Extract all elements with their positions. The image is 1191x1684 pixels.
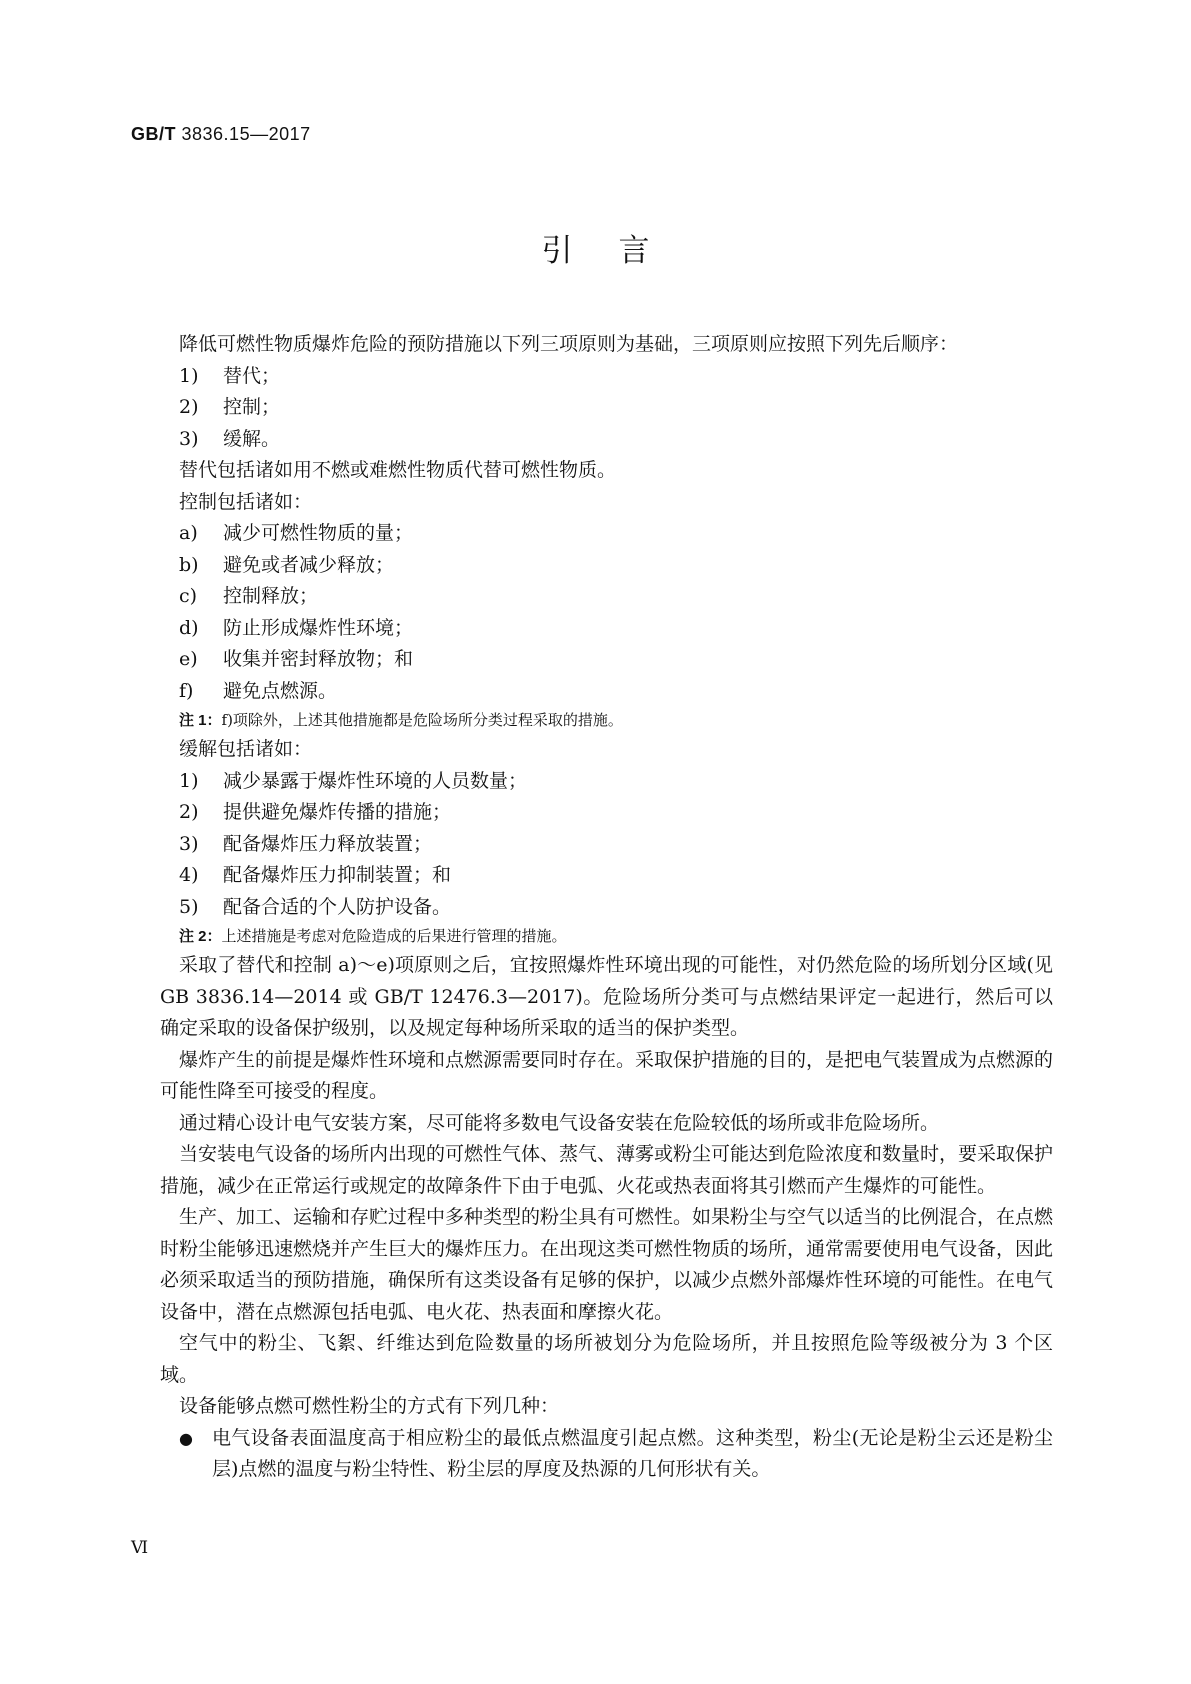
standard-code: GB/T [131, 124, 176, 144]
list-item [160, 766, 1053, 798]
list-item [160, 550, 1053, 582]
list-label: 1) [179, 769, 199, 792]
list-label: b) [179, 553, 199, 576]
standard-header [131, 124, 311, 145]
list-text: 减少暴露于爆炸性环境的人员数量； [223, 769, 528, 792]
list-text: 避免或者减少释放； [223, 553, 395, 576]
list-text: 配备爆炸压力抑制装置；和 [223, 864, 452, 886]
standard-number: 3836.15—2017 [181, 124, 311, 144]
list-label: d) [179, 616, 199, 639]
list-item [160, 581, 1053, 613]
body-paragraph: 当安装电气设备的场所内出现的可燃性气体、蒸气、薄雾或粉尘可能达到危险浓度和数量时，要采取保护措施，减少在正常运行或规定的故障条件下由于电弧、火花或热表面将其引燃而产生爆炸的可能性。 [160, 1143, 1054, 1197]
list-text: 防止形成爆炸性环境； [223, 616, 414, 639]
list-label: c) [179, 585, 198, 607]
body-paragraph: 设备能够点燃可燃性粉尘的方式有下列几种： [179, 1395, 560, 1417]
list-label: 3) [179, 832, 199, 855]
note-2 [160, 923, 1053, 950]
list-text: 配备爆炸压力释放装置； [223, 832, 433, 855]
note-label: 注 2： [179, 928, 222, 945]
list-item [160, 644, 1053, 676]
list-item [160, 613, 1053, 645]
list-item [160, 392, 1053, 424]
list-label: 1) [179, 364, 199, 387]
list-text: 缓解。 [223, 427, 281, 450]
list-item [160, 860, 1053, 892]
list-label: 2) [179, 396, 199, 418]
list-item [160, 829, 1053, 861]
bullet-dot-icon: ● [179, 1428, 193, 1448]
list-label: 3) [179, 427, 199, 450]
bullet-item [160, 1423, 1053, 1486]
note-text: 上述措施是考虑对危险造成的后果进行管理的措施。 [221, 927, 567, 945]
list-item [160, 797, 1053, 829]
note-text: f)项除外，上述其他措施都是危险场所分类过程采取的措施。 [221, 711, 623, 729]
body-paragraph: 通过精心设计电气安装方案，尽可能将多数电气设备安装在危险较低的场所或非危险场所。 [179, 1111, 940, 1134]
list-label: 5) [179, 895, 199, 918]
body-paragraph: 生产、加工、运输和存贮过程中多种类型的粉尘具有可燃性。如果粉尘与空气以适当的比例混合，在点燃时粉尘能够迅速燃烧并产生巨大的爆炸压力。在出现这类可燃性物质的场所，通常需要使用电气设备，因此必须采取适当的预防措施，确保所有这类设备有足够的保护，以减少点燃外部爆炸性环境的可能性。在电气设备中，潜在点燃源包括电弧、电火花、热表面和摩擦火花。 [160, 1206, 1054, 1323]
list-text: 避免点燃源。 [223, 679, 338, 702]
page-number: Ⅵ [131, 1538, 149, 1558]
list-text: 配备合适的个人防护设备。 [223, 895, 452, 918]
body-paragraph: 爆炸产生的前提是爆炸性环境和点燃源需要同时存在。采取保护措施的目的，是把电气装置成为点燃源的可能性降至可接受的程度。 [160, 1048, 1054, 1102]
list-label: 2) [179, 801, 199, 823]
note-label: 注 1： [179, 712, 222, 729]
body-paragraph: 采取了替代和控制 a)～e)项原则之后，宜按照爆炸性环境出现的可能性，对仍然危险的场所划分区域(见 GB 3836.14—2014 或 GB/T 12476.3—2017)。危险场所分类可与点燃结果评定一起进行，然后可以确定采取的设备保护级别，以及规定每种场所采取的适当的保护类型。 [160, 954, 1053, 1039]
note-1 [160, 707, 1053, 734]
list-text: 收集并密封释放物；和 [223, 648, 414, 670]
mitigation-intro: 缓解包括诸如： [179, 738, 313, 760]
list-label: a) [179, 522, 198, 544]
list-text: 替代； [223, 364, 281, 387]
document-body [160, 329, 1053, 1486]
list-label: f) [179, 679, 194, 702]
page-title: 引言 [541, 233, 696, 269]
control-intro: 控制包括诸如： [179, 490, 313, 513]
list-text: 减少可燃性物质的量； [223, 522, 414, 544]
list-text: 控制； [223, 396, 281, 418]
list-text: 提供避免爆炸传播的措施； [223, 801, 452, 823]
substitution-paragraph: 替代包括诸如用不燃或难燃性物质代替可燃性物质。 [179, 459, 617, 481]
bullet-text: 电气设备表面温度高于相应粉尘的最低点燃温度引起点燃。这种类型，粉尘(无论是粉尘云还是粉尘层)点燃的温度与粉尘特性、粉尘层的厚度及热源的几何形状有关。 [212, 1426, 1053, 1480]
list-item [160, 892, 1053, 924]
list-item [160, 424, 1053, 456]
list-text: 控制释放； [223, 585, 319, 607]
list-item [160, 361, 1053, 393]
list-label: e) [179, 648, 198, 670]
list-label: 4) [179, 864, 199, 886]
list-item [160, 676, 1053, 708]
body-paragraph: 空气中的粉尘、飞絮、纤维达到危险数量的场所被划分为危险场所，并且按照危险等级被分为 3 个区域。 [160, 1332, 1053, 1386]
intro-paragraph: 降低可燃性物质爆炸危险的预防措施以下列三项原则为基础，三项原则应按照下列先后顺序： [179, 333, 959, 355]
list-item [160, 518, 1053, 550]
